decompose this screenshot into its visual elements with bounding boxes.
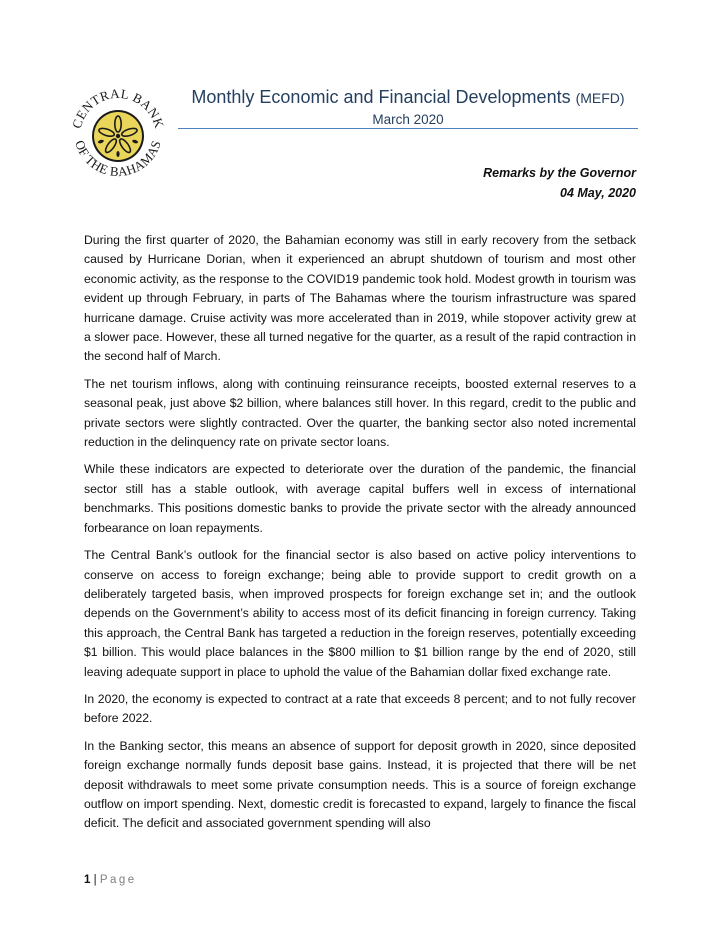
paragraph: The Central Bank’s outlook for the financial sector is also based on active policy interventions to conserve on access to foreign exchange; being able to provide support to credit growth on a deliberately targeted basis, when improved prospects for foreign exchange set in; and the outlook depends on the Government’s ability to access most of its deficit financing in foreign currency. Taking this approach, the Central Bank has targeted a reduction in the foreign reserves, potentially exceeding $1 billion. This would place balances in the $800 million to $1 billion range by the end of 2020, still leaving adequate support in place to uphold the value of the Bahamian dollar fixed exchange rate.: [84, 548, 636, 679]
paragraph: During the first quarter of 2020, the Bahamian economy was still in early recovery from the setback caused by Hurricane Dorian, when it experienced an abrupt shutdown of tourism and most other economic activity, as the response to the COVID19 pandemic took hold. Modest growth in tourism was evident up through February, in parts of The Bahamas where the tourism infrastructure was spared hurricane damage. Cruise activity was more accelerated than in 2019, while stopover activity grew at a slower pace. However, these all turned negative for the quarter, as a result of the rapid contraction in the second half of March.: [84, 233, 636, 364]
central-bank-logo: [62, 80, 174, 192]
remarks-date: 04 May, 2020: [560, 186, 636, 200]
document-header: [178, 86, 638, 129]
title-text: Monthly Economic and Financial Developments: [191, 87, 571, 107]
remarks-block: [483, 163, 636, 203]
footer-separator: |: [93, 874, 97, 886]
page-label: Page: [99, 874, 137, 886]
body-text: [84, 231, 636, 842]
paragraph: While these indicators are expected to deteriorate over the duration of the pandemic, the financial sector still has a stable outlook, with average capital buffers well in excess of international benchmarks. This positions domestic banks to provide the private sector with the already announced forbearance on loan repayments.: [84, 462, 636, 535]
paragraph: The net tourism inflows, along with continuing reinsurance receipts, boosted external reserves to a seasonal peak, just above $2 billion, where balances still hover. In this regard, credit to the public and private sectors were slightly contracted. Over the quarter, the banking sector also noted incremental reduction in the delinquency rate on private sector loans.: [84, 376, 636, 450]
header-rule: [178, 128, 638, 129]
sand-dollar-emblem: [92, 110, 144, 162]
paragraph: In 2020, the economy is expected to contract at a rate that exceeds 8 percent; and to not fully recover before 2022.: [84, 691, 636, 726]
document-title: [178, 86, 638, 109]
page-number: 1: [84, 874, 91, 886]
logo-text-bottom: OF THE BAHAMAS: [72, 138, 164, 180]
remarks-author: Remarks by the Governor: [483, 166, 636, 180]
logo-text-top: CENTRAL BANK: [68, 85, 168, 131]
title-abbreviation: (MEFD): [575, 90, 625, 106]
page-footer: [84, 874, 137, 886]
document-subtitle: March 2020: [372, 112, 444, 127]
paragraph: In the Banking sector, this means an absence of support for deposit growth in 2020, since deposited foreign exchange normally funds deposit base gains. Instead, it is projected that there will be net deposit withdrawals to meet some private consumption needs. This is a source of foreign exchange outflow on import spending. Next, domestic credit is forecasted to expand, largely to finance the fiscal deficit. The deficit and associated government spending will also: [84, 738, 636, 831]
